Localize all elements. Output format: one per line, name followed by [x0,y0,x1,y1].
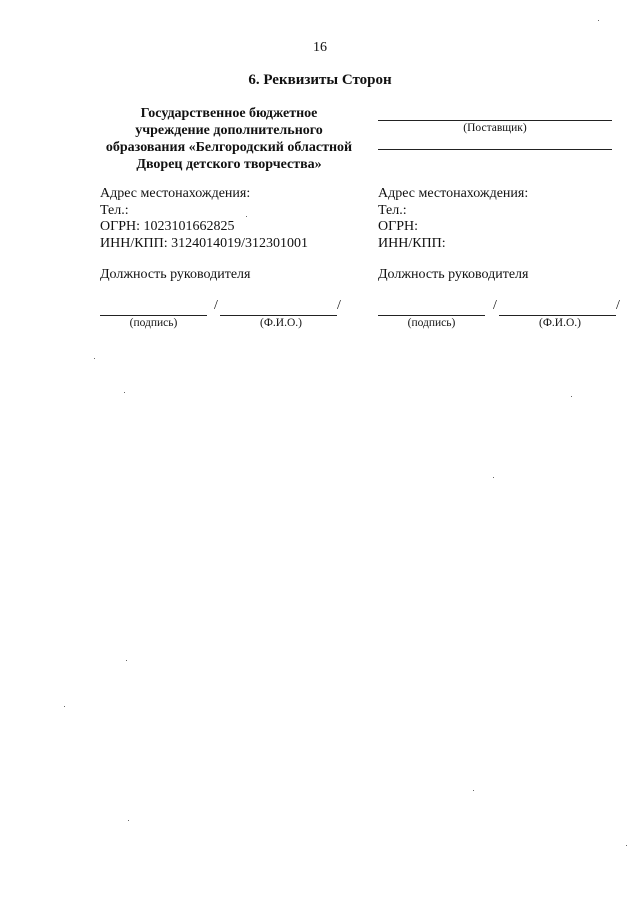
left-signature-line [100,315,207,316]
scan-speck [626,845,627,846]
right-slash-open: / [493,298,497,313]
scan-speck [64,706,65,707]
organization-name [100,105,358,173]
left-position-label: Должность руководителя [100,267,251,282]
scan-speck [473,790,474,791]
org-name-line-2: учреждение дополнительного [135,123,323,138]
left-address-label: Адрес местонахождения: [100,186,251,201]
left-slash-close: / [337,298,341,313]
left-signature-caption: (подпись) [129,317,178,329]
right-address-label: Адрес местонахождения: [378,186,529,201]
left-ogrn: ОГРН: 1023101662825 [100,219,235,234]
supplier-name-line-2 [378,149,612,150]
right-ogrn: ОГРН: [378,219,418,234]
right-inn-kpp: ИНН/КПП: [378,235,446,251]
right-signature-caption: (подпись) [407,317,456,329]
scan-speck [126,660,127,661]
scan-speck [128,820,129,821]
right-fio-caption: (Ф.И.О.) [539,317,581,329]
scan-speck [246,216,247,217]
left-slash-open: / [214,298,218,313]
right-signature-line [378,315,485,316]
left-fio-line [220,315,337,316]
right-slash-close: / [616,298,620,313]
supplier-caption: (Поставщик) [463,122,527,134]
left-fio-caption: (Ф.И.О.) [260,317,302,329]
right-phone-label: Тел.: [378,202,407,218]
left-inn-kpp: ИНН/КПП: 3124014019/312301001 [100,235,309,251]
scan-speck [598,20,599,21]
right-position-label: Должность руководителя [378,267,529,282]
right-details [378,186,528,252]
scan-speck [493,477,494,478]
left-details [100,186,308,252]
scan-speck [124,392,125,393]
left-phone-label: Тел.: [100,202,129,218]
page-number: 16 [313,40,327,55]
right-fio-line [499,315,616,316]
scan-speck [571,396,572,397]
section-title: 6. Реквизиты Сторон [248,72,392,88]
scan-speck [94,358,95,359]
supplier-name-line-1 [378,120,612,121]
org-name-line-4: Дворец детского творчества» [136,157,322,172]
org-name-line-1: Государственное бюджетное [140,106,318,121]
org-name-line-3: образования «Белгородский областной [105,140,353,155]
